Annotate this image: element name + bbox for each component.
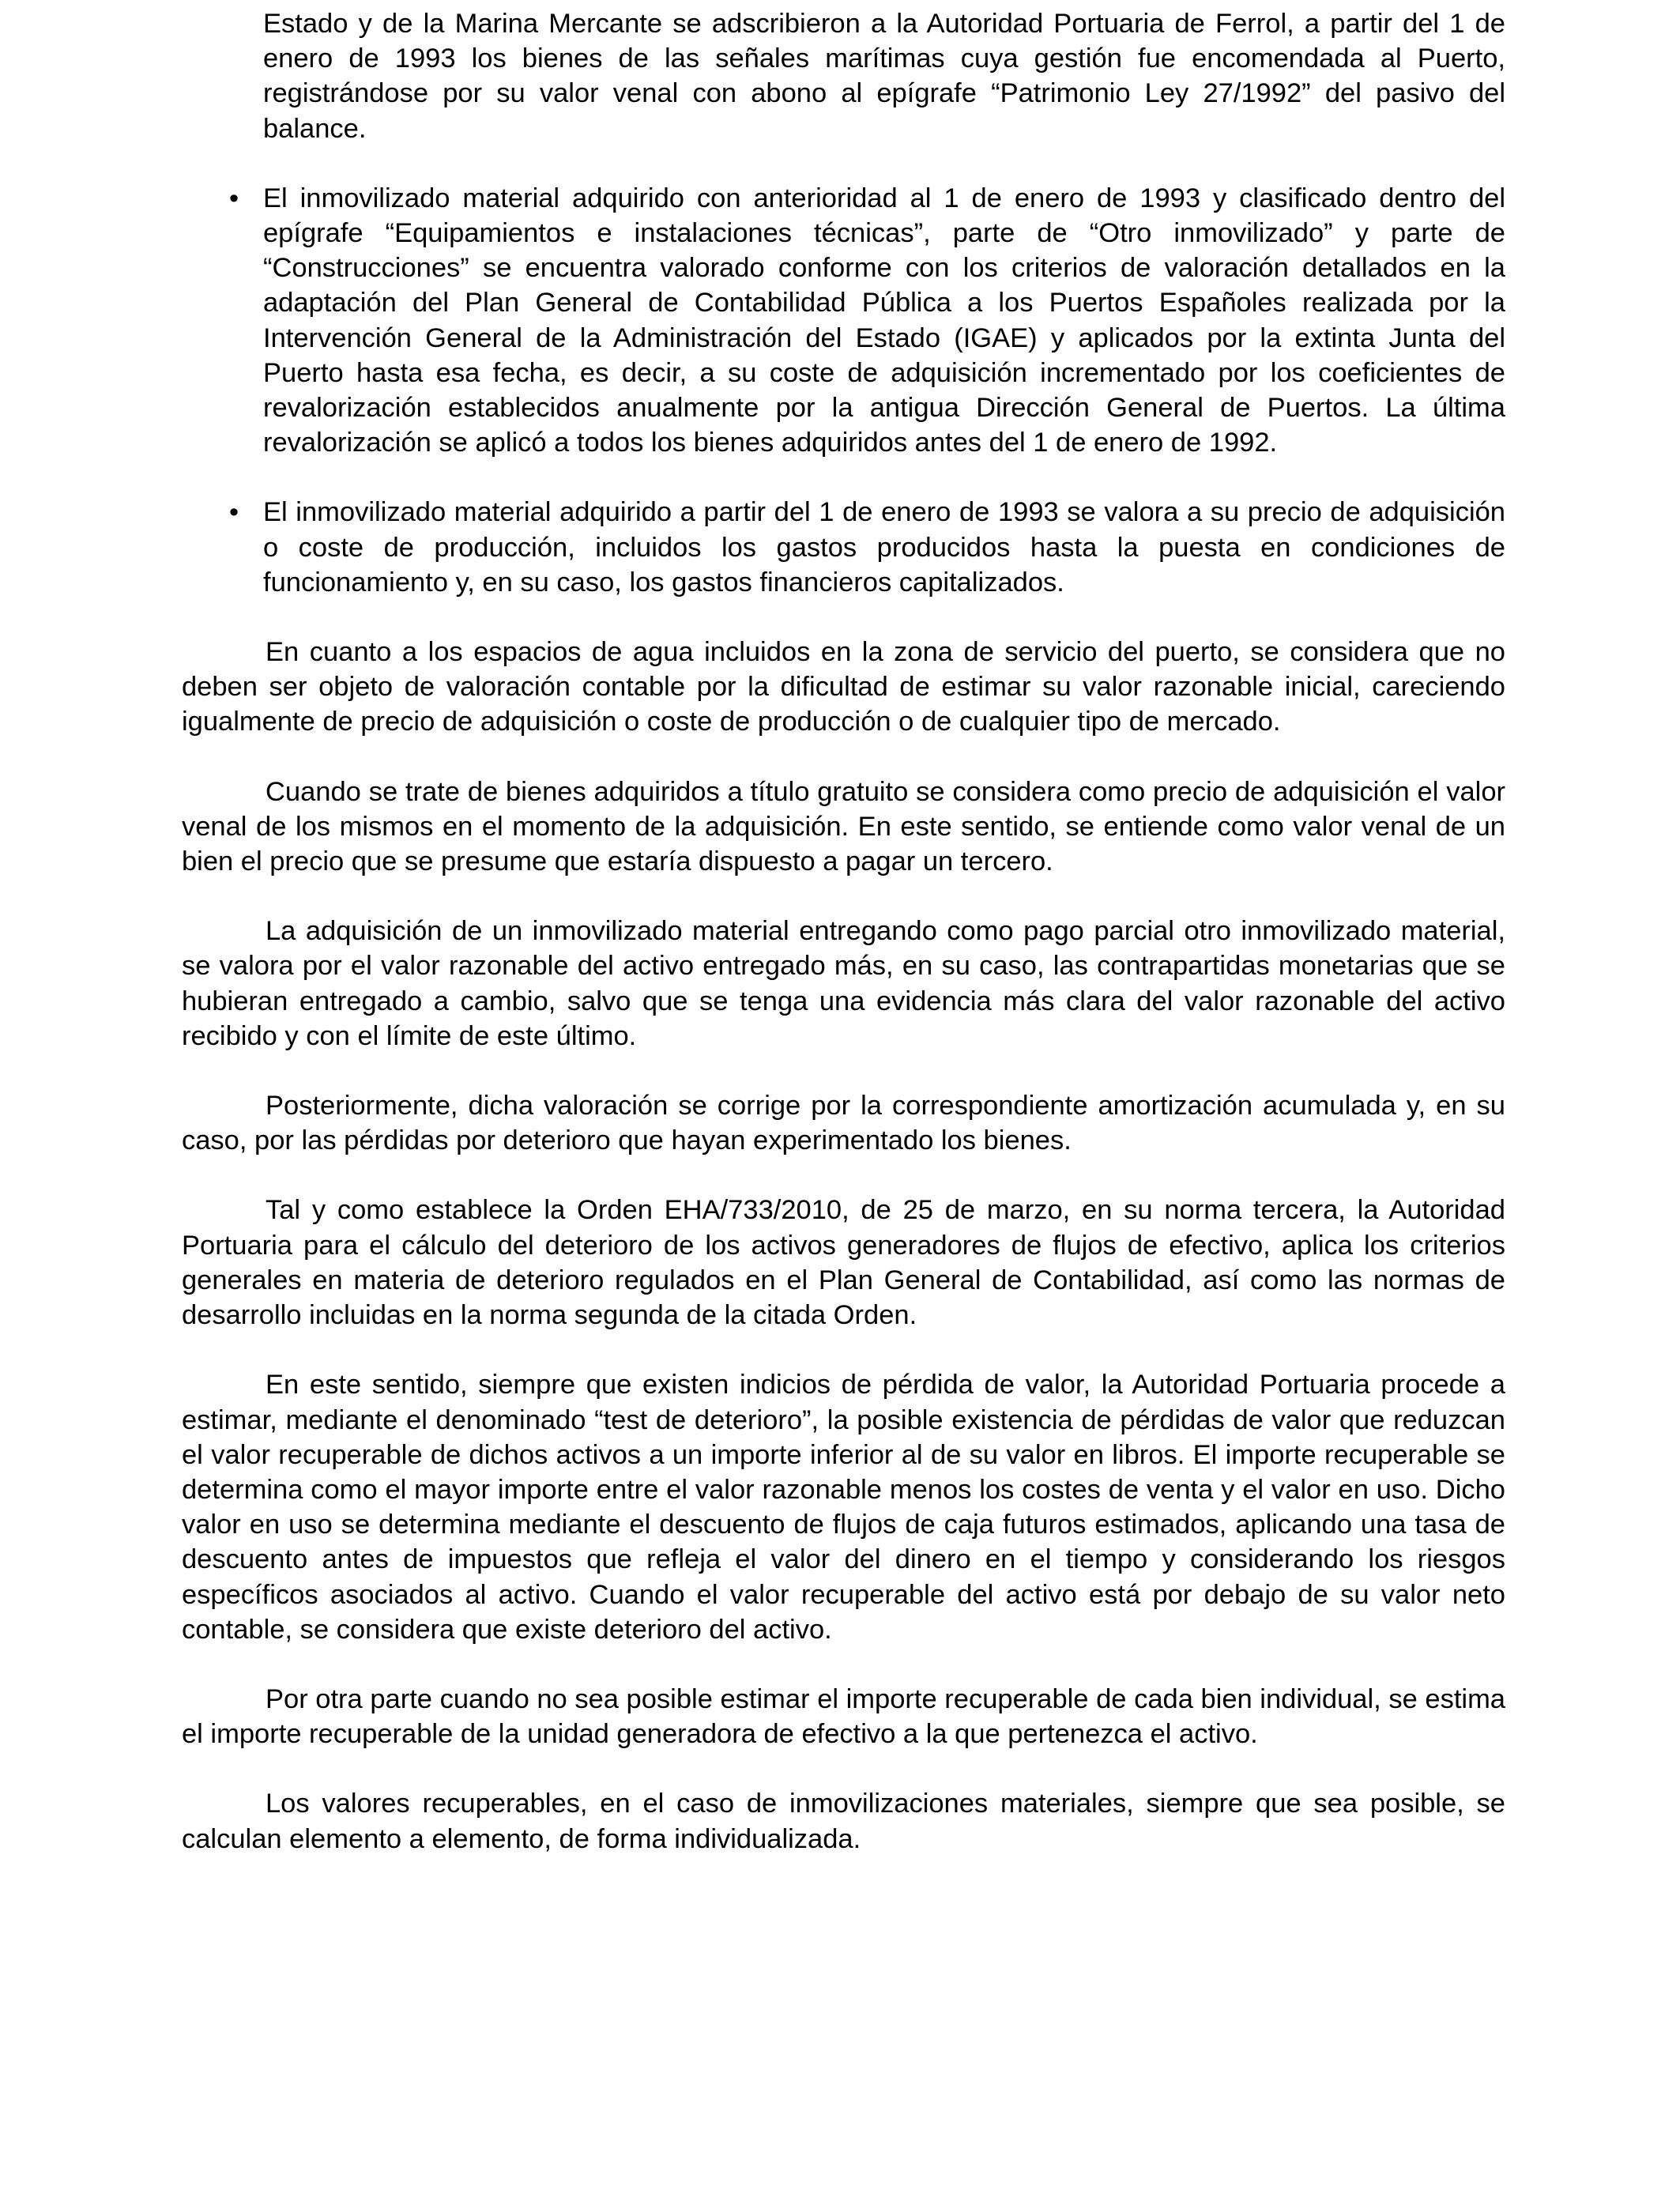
paragraph-depreciation: Posteriormente, dicha valoración se corrige por la correspondiente amortización acumulada y, en su caso, por las pérdidas por deterioro que hayan experimentado los bienes. xyxy=(182,1091,1505,1156)
paragraph-cash-generating-unit: Por otra parte cuando no sea posible estimar el importe recuperable de cada bien individual, se estima el importe recuperable de la unidad generadora de efectivo a la que pertenezca el activo. xyxy=(182,1683,1505,1750)
bullet-item-pre-1993-assets xyxy=(182,181,1505,461)
paragraph-impairment-test: En este sentido, siempre que existen indicios de pérdida de valor, la Autoridad Portuaria procede a estimar, mediante el denominado “test de deterioro”, la posible existencia de pérdidas de valor que reduzcan el valor recuperable de dichos activos a un importe inferior al de su valor en libros. El importe recuperable se determina como el mayor importe entre el valor razonable menos los costes de venta y el valor en uso. Dicho valor en uso se determina mediante el descuento de flujos de caja futuros estimados, aplicando una tasa de descuento antes de impuestos que refleja el valor del dinero en el tiempo y considerando los riesgos específicos asociados al activo. Cuando el valor recuperable del activo está por debajo de su valor neto contable, se considera que existe deterioro del activo. xyxy=(182,1370,1505,1645)
paragraph-recoverable-values: Los valores recuperables, en el caso de inmovilizaciones materiales, siempre que sea posible, se calculan elemento a elemento, de forma individualizada. xyxy=(182,1789,1505,1854)
bullet-icon: • xyxy=(229,183,239,213)
document-body xyxy=(182,6,1505,1857)
bullet-text: El inmovilizado material adquirido a partir del 1 de enero de 1993 se valora a su precio de adquisición o coste de producción, incluidos los gastos producidos hasta la puesta en condiciones de funcionamiento y, en su caso, los gastos financieros capitalizados. xyxy=(263,497,1505,598)
bullet-text: El inmovilizado material adquirido con anterioridad al 1 de enero de 1993 y clasificado dentro del epígrafe “Equipamientos e instalaciones técnicas”, parte de “Otro inmovilizado” y parte de “Construcciones” se encuentra valorado conforme con los criterios de valoración detallados en la adaptación del Plan General de Contabilidad Pública a los Puertos Españoles realizada por la Intervención General de la Administración del Estado (IGAE) y aplicados por la extinta Junta del Puerto hasta esa fecha, es decir, a su coste de adquisición incrementado por los coeficientes de revalorización establecidos anualmente por la antigua Dirección General de Puertos. La última revalorización se aplicó a todos los bienes adquiridos antes del 1 de enero de 1992. xyxy=(263,183,1505,458)
bullet-icon: • xyxy=(229,497,239,528)
bullet-item-post-1993-assets xyxy=(182,495,1505,600)
paragraph-order-eha: Tal y como establece la Orden EHA/733/2010, de 25 de marzo, en su norma tercera, la Autoridad Portuaria para el cálculo del deterioro de los activos generadores de flujos de efectivo, aplica los criterios generales en materia de deterioro regulados en el Plan General de Contabilidad, así como las normas de desarrollo incluidas en la norma segunda de la citada Orden. xyxy=(182,1195,1505,1331)
paragraph-free-acquisition: Cuando se trate de bienes adquiridos a título gratuito se considera como precio de adquisición el valor venal de los mismos en el momento de la adquisición. En este sentido, se entiende como valor venal de un bien el precio que se presume que estaría dispuesto a pagar un tercero. xyxy=(182,776,1505,877)
continuation-paragraph: Estado y de la Marina Mercante se adscribieron a la Autoridad Portuaria de Ferrol, a partir del 1 de enero de 1993 los bienes de las señales marítimas cuya gestión fue encomendada al Puerto, registrándose por su valor venal con abono al epígrafe “Patrimonio Ley 27/1992” del pasivo del balance. xyxy=(263,9,1505,144)
paragraph-exchange-acquisition: La adquisición de un inmovilizado material entregando como pago parcial otro inmovilizado material, se valora por el valor razonable del activo entregado más, en su caso, las contrapartidas monetarias que se hubieran entregado a cambio, salvo que se tenga una evidencia más clara del valor razonable del activo recibido y con el límite de este último. xyxy=(182,916,1505,1051)
paragraph-water-spaces: En cuanto a los espacios de agua incluidos en la zona de servicio del puerto, se considera que no deben ser objeto de valoración contable por la dificultad de estimar su valor razonable inicial, careciendo igualmente de precio de adquisición o coste de producción o de cualquier tipo de mercado. xyxy=(182,637,1505,737)
